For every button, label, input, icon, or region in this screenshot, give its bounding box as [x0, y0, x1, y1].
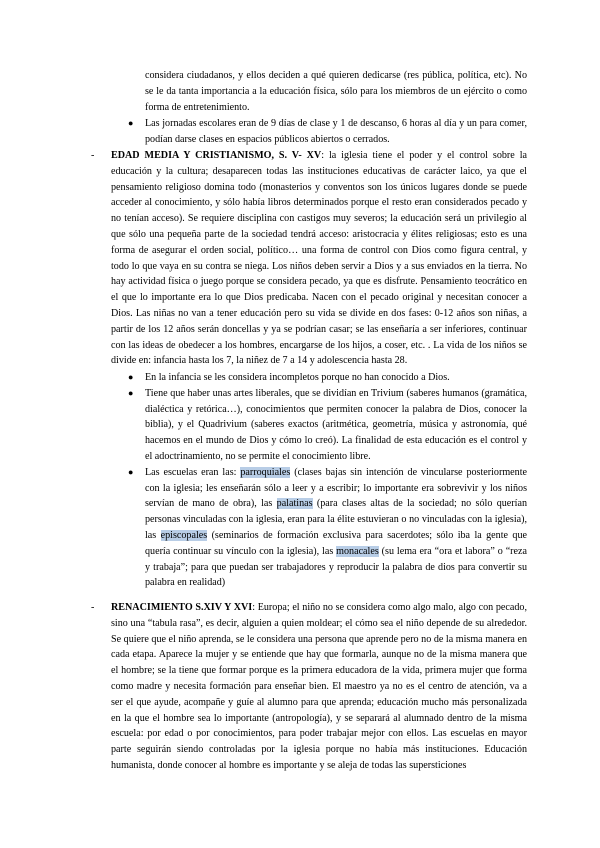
- dash-marker: -: [91, 602, 95, 613]
- highlight-palatinas: palatinas: [276, 498, 313, 510]
- bullet-icon: ●: [128, 387, 134, 398]
- highlight-episcopales: episcopales: [160, 529, 208, 541]
- list-item: ● En la infancia se les considera incompletos porque no han conocido a Dios.: [145, 370, 527, 386]
- bullet-icon: ●: [128, 118, 134, 128]
- section-edad-media: [91, 148, 527, 369]
- section-renacimiento: [91, 600, 527, 774]
- section-heading: EDAD MEDIA Y CRISTIANISMO, S. V- XV: [111, 150, 322, 161]
- bullet-list-1: [128, 116, 527, 148]
- bullet-icon: ●: [128, 372, 134, 382]
- section-body: : Europa; el niño no se considera como algo malo, algo con pecado, sino una “tabula rasa”, es decir, alguien a quien moldear; el cómo sea el niño depende de su alrededor. Se quiere que el niño aprenda, se le considera una persona que aprende pero no de la misma manera en cada etapa. Aparece la mujer y se entiende que hay que formarla, aunque no de la misma manera que el hombre; se la tiene que formar porque es la primera educadora de la vida, primera mujer que forma como madre y necesita formación para enseñar bien. El maestro ya no es el centro de atención, va a ser el que ayude, acompañe y guíe al alumno para que aprenda; educación mucho más personalizada en la que el hombre sea lo importante (antropología), y se separará al alumnado dentro de la misma escuela: por edad o por conocimientos, para poder trabajar mejor con ellos. Las escuelas en mayor parte seguirán siendo controladas por la iglesia porque no había más instituciones. Educación humanista, donde conocer al hombre es importante y se aleja de todas las supersticiones: [111, 602, 527, 771]
- bullet-list-2: [128, 370, 527, 591]
- list-item: ● Tiene que haber unas artes liberales, que se dividían en Trivium (saberes humanos (gramática, dialéctica y retórica…), conocimientos que permiten conocer la palabra de Dios, conocer la biblia), y el Quadrivium (saberes exactos (aritmética, geometría, música y astronomía, qué hacemos en el mundo de Dios y cómo lo creó). La finalidad de esta educación es el control y el adoctrinamiento, no se permite el conocimiento libre.: [128, 387, 527, 462]
- dash-marker: -: [91, 150, 95, 161]
- list-item: ● Las jornadas escolares eran de 9 días de clase y 1 de descanso, 6 horas al día y un para comer, podían darse clases en espacios públicos abiertos o cerrados.: [128, 118, 527, 145]
- highlight-monacales: monacales: [336, 545, 379, 557]
- section-body: : la iglesia tiene el poder y el control sobre la educación y la cultura; desaparecen todas las instituciones educativas de carácter laico, ya que el pensamiento religioso domina todo (monasterios y conventos son los únicos lugares donde se puede acceder al conocimiento, y sólo había libros determinados porque el resto eran considerados pecado y no tenían acceso). Se requiere disciplina con castigos muy severos; la educación será un privilegio al que sólo una pequeña parte de la sociedad tendrá acceso: aristocracia y élites religiosas; esto es una forma de asegurar el orden social, político… una forma de control con Dios como figura central, y todo lo que vaya en su contra se niega. Los niños deben servir a Dios y a sus enviados en la tierra. No hay actividad física o juego porque se considera pecado, ya que es disfrute. Pensamiento teocrático en el que lo importante era lo que Dios predicaba. Nacen con el pecado original y necesitan conocer a Dios. Las niñas no van a tener educación pero su vida se divide en dos fases: 0-12 años son niñas, a partir de los 12 años serán doncellas y ya se podrían casar; se las enseñaría a ser inferiores, continuar con las ideas de obedecer a los hombres, encargarse de los hijos, a coser, etc. . La vida de los niños se divide en: infancia hasta los 7, la niñez de 7 a 14 y adolescencia hasta 28.: [111, 150, 527, 367]
- list-item: ● Las escuelas eran las: parroquiales (clases bajas sin intención de vincularse posteriormente con la iglesia; les enseñarán sólo a leer y a escribir; lo importante era sobrevivir y los niños servían de mano de obra), las palatinas (para clases altas de la sociedad; no sólo querían personas vinculadas con la iglesia, eran para la élite estuvieran o no vinculadas con la iglesia), las episcopales (seminarios de formación exclusiva para sacerdotes; sólo iba la gente que quería continuar su vínculo con la iglesia), las monacales (su lema era “ora et labora” o “reza y trabaja”; para que puedan ser trabajadores y reproducir la palabra de dios para convertir su palabra en realidad): [128, 466, 527, 589]
- continued-paragraph: considera ciudadanos, y ellos deciden a qué quieren dedicarse (res pública, política, etc). No se le da tanta importancia a la educación física, sólo para los miembros de un ejército o como forma de entretenimiento.: [145, 70, 527, 113]
- section-heading: RENACIMIENTO S.XIV Y XVI: [111, 602, 253, 613]
- bullet-icon: ●: [128, 466, 134, 477]
- highlight-parroquiales: parroquiales: [240, 466, 291, 478]
